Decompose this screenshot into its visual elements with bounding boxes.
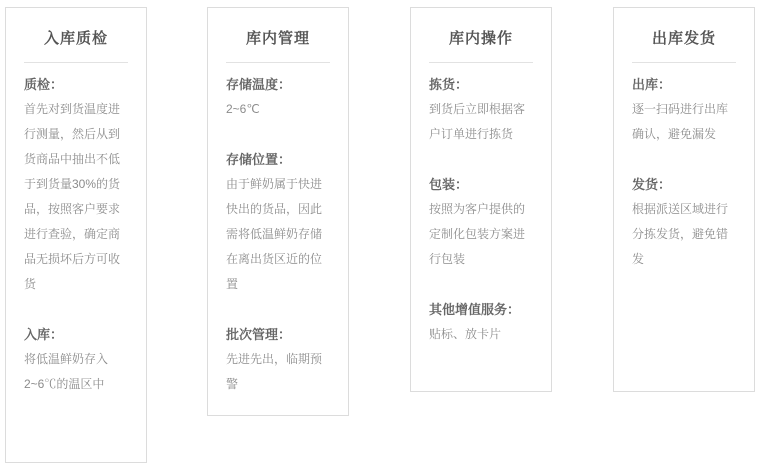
card-body	[632, 72, 736, 272]
section	[429, 72, 533, 147]
section-heading: 拣货：	[429, 77, 469, 92]
section-body: 2~6℃	[226, 102, 260, 116]
card-inbound-quality-check	[5, 7, 147, 463]
section-body: 将低温鲜奶存入2~6℃的温区中	[24, 352, 109, 391]
section	[429, 297, 533, 347]
card-body	[24, 72, 128, 397]
section-body: 贴标、放卡片	[429, 327, 502, 341]
card-warehouse-operations	[410, 7, 552, 392]
card-warehouse-management	[207, 7, 349, 416]
section-heading: 出库：	[632, 77, 672, 92]
section-body: 根据派送区域进行分拣发货，避免错发	[632, 202, 729, 266]
section	[24, 72, 128, 297]
section-heading: 发货：	[632, 177, 672, 192]
section-heading: 存储温度：	[226, 77, 292, 92]
section-body: 逐一扫码进行出库确认，避免漏发	[632, 102, 729, 141]
card-title: 库内操作	[448, 30, 513, 47]
title-divider	[632, 62, 736, 63]
section	[226, 147, 330, 297]
section-heading: 存储位置：	[226, 152, 292, 167]
section-body: 首先对到货温度进行测量，然后从到货商品中抽出不低于到货量30%的货品，按照客户要求进行查验，确定商品无损坏后方可收货	[24, 102, 121, 291]
section	[632, 72, 736, 147]
section-body: 由于鲜奶属于快进快出的货品，因此需将低温鲜奶存储在离出货区近的位置	[226, 177, 323, 291]
card-title: 出库发货	[651, 30, 716, 47]
card-outbound-shipping	[613, 7, 755, 392]
section-body: 按照为客户提供的定制化包装方案进行包装	[429, 202, 526, 266]
section	[632, 172, 736, 272]
section-heading: 其他增值服务：	[429, 302, 521, 317]
section-heading: 质检：	[24, 77, 64, 92]
section-heading: 包装：	[429, 177, 469, 192]
card-body	[226, 72, 330, 397]
section-body: 先进先出，临期预警	[226, 352, 323, 391]
section	[226, 322, 330, 397]
card-title: 入库质检	[43, 30, 108, 47]
section-body: 到货后立即根据客户订单进行拣货	[429, 102, 526, 141]
card-title: 库内管理	[245, 30, 310, 47]
title-divider	[24, 62, 128, 63]
section-heading: 入库：	[24, 327, 64, 342]
title-divider	[226, 62, 330, 63]
section	[429, 172, 533, 272]
section	[226, 72, 330, 122]
card-body	[429, 72, 533, 347]
title-divider	[429, 62, 533, 63]
section-heading: 批次管理：	[226, 327, 292, 342]
section	[24, 322, 128, 397]
